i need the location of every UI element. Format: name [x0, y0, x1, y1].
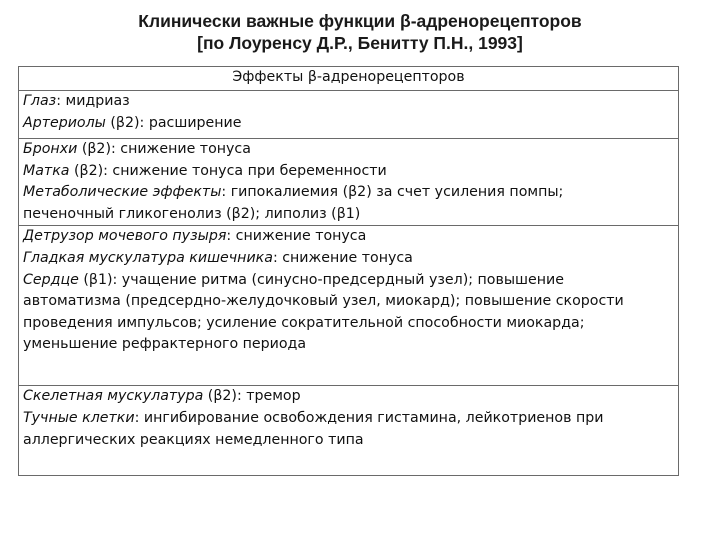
effect-line — [23, 408, 674, 430]
effect-text: (β2): расширение — [105, 114, 242, 131]
effects-group-4 — [19, 386, 679, 476]
effect-line — [23, 248, 674, 270]
effects-group-2 — [19, 139, 679, 226]
effect-term: Метаболические эффекты — [23, 184, 222, 201]
effect-line — [23, 386, 674, 408]
effect-text: (β2): снижение тонуса — [77, 141, 251, 157]
table-row — [19, 91, 679, 139]
effect-text: (β2): тремор — [203, 388, 301, 405]
effect-line — [23, 113, 674, 135]
effect-line — [23, 313, 674, 335]
effect-line — [23, 139, 674, 161]
effect-term: Сердце — [23, 271, 79, 288]
effects-group-3 — [19, 226, 679, 386]
effect-term: Матка — [23, 162, 70, 179]
effect-text: печеночный гликогенолиз (β2); липолиз (β1) — [23, 205, 361, 222]
effect-line — [23, 270, 674, 292]
table-header-row — [19, 67, 679, 91]
effect-text: (β2): снижение тонуса при беременности — [69, 162, 387, 179]
effect-text: : снижение тонуса — [272, 249, 413, 266]
effect-term: Детрузор мочевого пузыря — [23, 228, 227, 245]
effect-line — [23, 226, 674, 248]
title-line-1: Клинически важные функции β-адренорецепторов — [138, 11, 582, 31]
effect-text: : ингибирование освобождения гистамина, лейкотриенов при — [134, 409, 604, 426]
effect-term: Глаз — [23, 93, 57, 109]
table-header-cell: Эффекты β-адренорецепторов — [19, 67, 679, 91]
effect-line — [23, 91, 674, 113]
effect-text: уменьшение рефрактерного периода — [23, 336, 307, 353]
effect-line — [23, 334, 674, 356]
effect-term: Гладкая мускулатура кишечника — [23, 249, 273, 266]
effects-table — [18, 66, 679, 476]
effect-line — [23, 182, 674, 204]
effect-term: Тучные клетки — [23, 409, 135, 426]
effect-line — [23, 291, 674, 313]
effect-line — [23, 430, 674, 452]
table-row — [19, 226, 679, 386]
effects-group-1 — [19, 91, 679, 139]
effect-text: автоматизма (предсердно-желудочковый узел, миокард); повышение скорости — [23, 293, 624, 310]
effect-text: (β1): учащение ритма (синусно-предсердный узел); повышение — [78, 271, 564, 288]
effect-text: : мидриаз — [56, 93, 130, 109]
title-line-2: [по Лоуренсу Д.Р., Бенитту П.Н., 1993] — [197, 33, 523, 53]
effect-text: проведения импульсов; усиление сократительной способности миокарда; — [23, 314, 585, 331]
effect-line — [23, 161, 674, 183]
table-row — [19, 139, 679, 226]
slide-title — [0, 10, 720, 54]
effect-term: Бронхи — [23, 141, 78, 157]
table-row — [19, 386, 679, 476]
effect-term: Скелетная мускулатура — [23, 388, 204, 405]
effect-line — [23, 204, 674, 226]
effect-text: : снижение тонуса — [226, 228, 367, 245]
effect-text: аллергических реакциях немедленного типа — [23, 431, 364, 448]
effect-text: : гипокалиемия (β2) за счет усиления помпы; — [221, 184, 564, 201]
effect-term: Артериолы — [23, 114, 106, 131]
